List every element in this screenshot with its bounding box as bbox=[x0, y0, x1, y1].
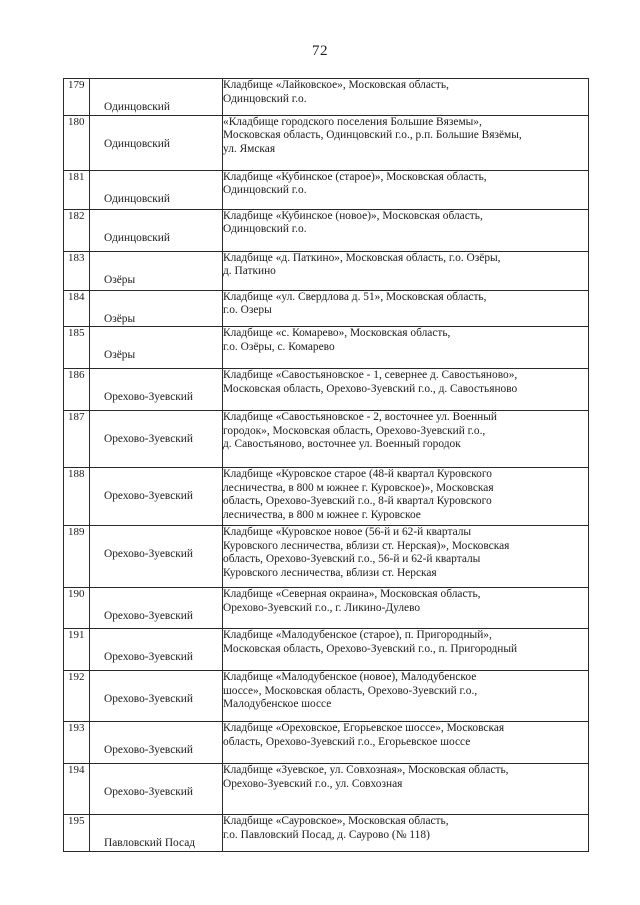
district-cell bbox=[90, 115, 223, 170]
row-number: 188 bbox=[68, 468, 85, 481]
row-number-cell bbox=[64, 209, 90, 251]
description-cell bbox=[223, 327, 589, 369]
district-cell bbox=[90, 722, 223, 764]
description-cell bbox=[223, 722, 589, 764]
district-cell bbox=[90, 764, 223, 815]
table-row bbox=[64, 629, 589, 671]
row-number: 189 bbox=[68, 526, 85, 539]
description-cell bbox=[223, 671, 589, 722]
registry-body bbox=[64, 79, 589, 852]
description-cell bbox=[223, 170, 589, 209]
district-name: Озёры bbox=[104, 312, 136, 325]
row-number: 179 bbox=[68, 79, 85, 91]
row-number: 183 bbox=[68, 251, 85, 264]
row-number-cell bbox=[64, 170, 90, 209]
description-cell bbox=[223, 79, 589, 116]
district-cell bbox=[90, 815, 223, 852]
district-name: Орехово-Зуевский bbox=[104, 744, 193, 757]
table-row bbox=[64, 764, 589, 815]
row-number-cell bbox=[64, 671, 90, 722]
row-number: 180 bbox=[68, 115, 85, 128]
cemetery-description: Кладбище «Зуевское, ул. Совхозная», Московская область, Орехово-Зуевский г.о., ул. Совхозная bbox=[223, 764, 509, 790]
district-cell bbox=[90, 629, 223, 671]
description-cell bbox=[223, 251, 589, 290]
description-cell bbox=[223, 588, 589, 629]
cemetery-description: Кладбище «Малодубенское (новое), Малодубенское шоссе», Московская область, Орехово-Зуевский г.о., Малодубенское шоссе bbox=[223, 671, 478, 711]
district-cell bbox=[90, 369, 223, 411]
table-row bbox=[64, 468, 589, 526]
cemetery-description: Кладбище «Кубинское (новое)», Московская область, Одинцовский г.о. bbox=[223, 209, 483, 236]
cemetery-registry-table bbox=[63, 78, 589, 852]
row-number: 184 bbox=[68, 290, 85, 303]
row-number-cell bbox=[64, 327, 90, 369]
cemetery-description: Кладбище «Савостьяновское - 1, севернее д. Савостьяново», Московская область, Орехово-Зуевский г.о., д. Савостьяново bbox=[223, 369, 518, 395]
cemetery-description: Кладбище «Кубинское (старое)», Московская область, Одинцовский г.о. bbox=[223, 170, 487, 197]
district-cell bbox=[90, 251, 223, 290]
cemetery-description: Кладбище «д. Паткино», Московская область, г.о. Озёры, д. Паткино bbox=[223, 251, 501, 278]
district-cell bbox=[90, 79, 223, 116]
table-row bbox=[64, 815, 589, 852]
description-cell bbox=[223, 411, 589, 468]
row-number: 193 bbox=[68, 722, 85, 735]
description-cell bbox=[223, 526, 589, 588]
description-cell bbox=[223, 369, 589, 411]
table-row bbox=[64, 411, 589, 468]
description-cell bbox=[223, 815, 589, 852]
district-name: Орехово-Зуевский bbox=[104, 490, 193, 503]
cemetery-description: «Кладбище городского поселения Большие Вяземы», Московская область, Одинцовский г.о., р.п. Большие Вязёмы, ул. Ямская bbox=[223, 115, 522, 155]
row-number: 192 bbox=[68, 671, 85, 684]
row-number-cell bbox=[64, 629, 90, 671]
row-number-cell bbox=[64, 815, 90, 852]
description-cell bbox=[223, 115, 589, 170]
table-row bbox=[64, 588, 589, 629]
district-name: Озёры bbox=[104, 273, 136, 286]
district-name: Орехово-Зуевский bbox=[104, 391, 193, 404]
district-name: Павловский Посад bbox=[104, 837, 196, 850]
district-cell bbox=[90, 468, 223, 526]
district-name: Орехово-Зуевский bbox=[104, 610, 193, 623]
description-cell bbox=[223, 468, 589, 526]
row-number-cell bbox=[64, 722, 90, 764]
row-number-cell bbox=[64, 251, 90, 290]
table-row bbox=[64, 369, 589, 411]
cemetery-description: Кладбище «Куровское старое (48-й квартал Куровского лесничества, в 800 м южнее г. Куровское)», Московская область, Орехово-Зуевский г.о., 8-й квартал Куровского лесничества, в 800 м южнее г. Куровское bbox=[223, 468, 494, 521]
table-row bbox=[64, 671, 589, 722]
row-number: 182 bbox=[68, 209, 85, 222]
table-row bbox=[64, 79, 589, 116]
district-name: Орехово-Зуевский bbox=[104, 433, 193, 446]
table-row bbox=[64, 526, 589, 588]
row-number: 195 bbox=[68, 815, 85, 828]
district-name: Орехово-Зуевский bbox=[104, 693, 193, 706]
table-row bbox=[64, 209, 589, 251]
cemetery-description: Кладбище «Малодубенское (старое), п. Пригородный», Московская область, Орехово-Зуевский г.о., п. Пригородный bbox=[223, 629, 518, 655]
cemetery-description: Кладбище «с. Комарево», Московская область, г.о. Озёры, с. Комарево bbox=[223, 327, 451, 353]
cemetery-description: Кладбище «Лайковское», Московская область, Одинцовский г.о. bbox=[223, 79, 449, 105]
cemetery-description: Кладбище «Северная окраина», Московская область, Орехово-Зуевский г.о., г. Ликино-Дулево bbox=[223, 588, 481, 614]
district-cell bbox=[90, 588, 223, 629]
row-number: 194 bbox=[68, 764, 85, 777]
cemetery-description: Кладбище «Сауровское», Московская область, г.о. Павловский Посад, д. Саурово (№ 118) bbox=[223, 815, 449, 841]
row-number: 181 bbox=[68, 170, 85, 183]
table-row bbox=[64, 251, 589, 290]
page-number: 72 bbox=[312, 43, 328, 59]
district-name: Озёры bbox=[104, 349, 136, 362]
row-number-cell bbox=[64, 588, 90, 629]
row-number: 187 bbox=[68, 411, 85, 424]
district-name: Одинцовский bbox=[104, 192, 170, 205]
row-number-cell bbox=[64, 411, 90, 468]
cemetery-description: Кладбище «ул. Свердлова д. 51», Московская область, г.о. Озеры bbox=[223, 290, 487, 317]
district-cell bbox=[90, 411, 223, 468]
cemetery-description: Кладбище «Ореховское, Егорьевское шоссе», Московская область, Орехово-Зуевский г.о., Егорьевское шоссе bbox=[223, 722, 505, 748]
district-name: Орехово-Зуевский bbox=[104, 651, 193, 664]
cemetery-description: Кладбище «Куровское новое (56-й и 62-й кварталы Куровского лесничества, вблизи ст. Нерская)», Московская область, Орехово-Зуевский г.о., 56-й и 62-й кварталы Куровского лесничества, вблизи ст. Нерская bbox=[223, 526, 510, 579]
row-number-cell bbox=[64, 369, 90, 411]
table-row bbox=[64, 327, 589, 369]
table-row bbox=[64, 115, 589, 170]
row-number-cell bbox=[64, 764, 90, 815]
row-number: 190 bbox=[68, 588, 85, 601]
row-number-cell bbox=[64, 79, 90, 116]
table-row bbox=[64, 170, 589, 209]
district-cell bbox=[90, 170, 223, 209]
district-name: Одинцовский bbox=[104, 101, 170, 113]
district-name: Одинцовский bbox=[104, 137, 170, 150]
row-number: 191 bbox=[68, 629, 85, 642]
district-name: Орехово-Зуевский bbox=[104, 548, 193, 561]
cemetery-description: Кладбище «Савостьяновское - 2, восточнее ул. Военный городок», Московская область, Орехово-Зуевский г.о., д. Савостьяново, восточнее ул. Военный городок bbox=[223, 411, 498, 451]
district-cell bbox=[90, 526, 223, 588]
table-row bbox=[64, 290, 589, 327]
district-cell bbox=[90, 327, 223, 369]
district-name: Одинцовский bbox=[104, 231, 170, 244]
district-name: Орехово-Зуевский bbox=[104, 786, 193, 799]
description-cell bbox=[223, 629, 589, 671]
table-row bbox=[64, 722, 589, 764]
row-number-cell bbox=[64, 526, 90, 588]
row-number: 185 bbox=[68, 327, 85, 340]
description-cell bbox=[223, 764, 589, 815]
district-cell bbox=[90, 209, 223, 251]
row-number-cell bbox=[64, 290, 90, 327]
district-cell bbox=[90, 290, 223, 327]
row-number: 186 bbox=[68, 369, 85, 382]
description-cell bbox=[223, 290, 589, 327]
row-number-cell bbox=[64, 115, 90, 170]
district-cell bbox=[90, 671, 223, 722]
row-number-cell bbox=[64, 468, 90, 526]
description-cell bbox=[223, 209, 589, 251]
